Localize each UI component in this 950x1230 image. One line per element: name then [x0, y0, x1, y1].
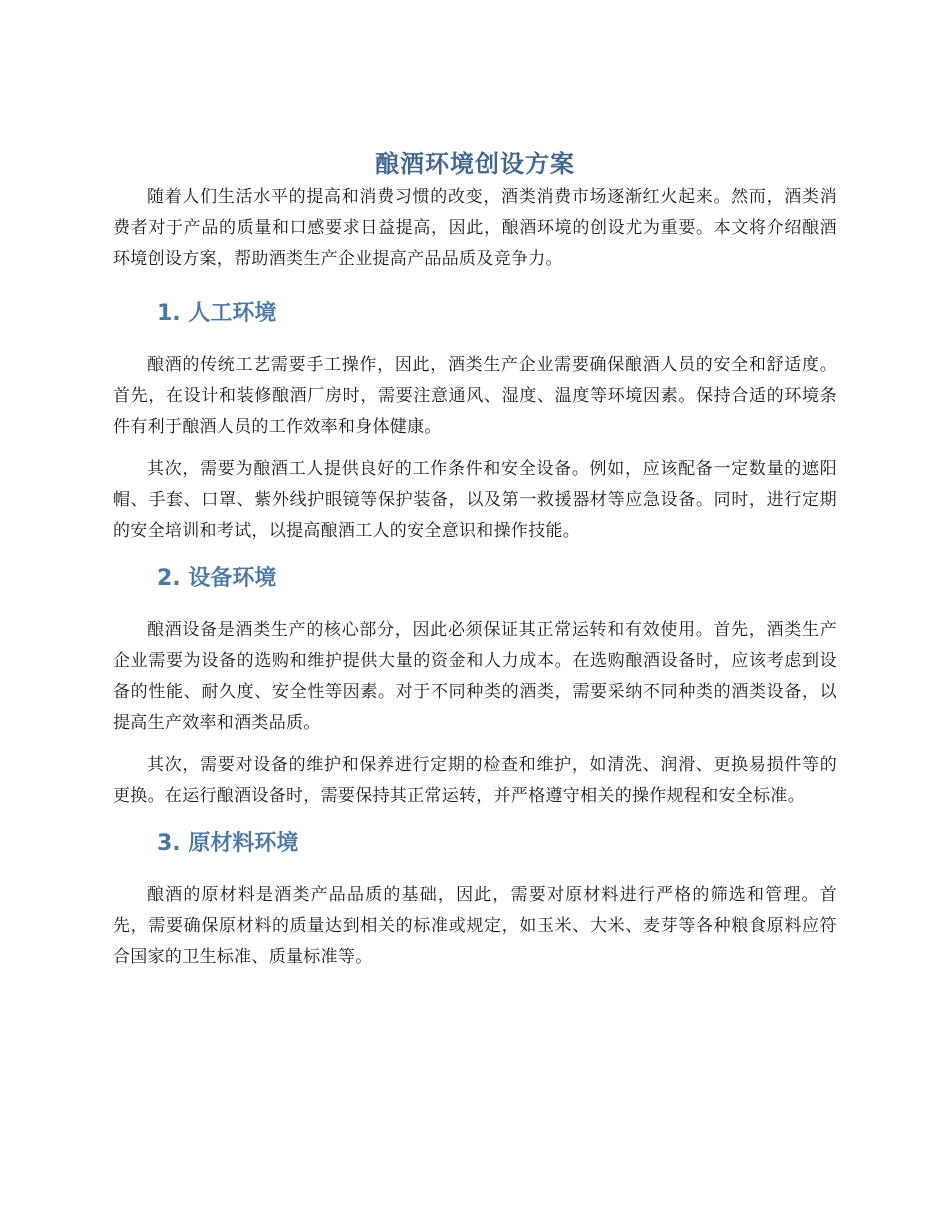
section-2-paragraph-2: 其次，需要对设备的维护和保养进行定期的检查和维护，如清洗、润滑、更换易损件等的更换。在运行酿酒设备时，需要保持其正常运转，并严格遵守相关的操作规程和安全标准。: [113, 755, 837, 806]
intro-paragraph: 随着人们生活水平的提高和消费习惯的改变，酒类消费市场逐渐红火起来。然而，酒类消费者对于产品的质量和口感要求日益提高，因此，酿酒环境的创设尤为重要。本文将介绍酿酒环境创设方案，帮助酒类生产企业提高产品品质及竞争力。: [113, 187, 837, 269]
section-heading-2: 2. 设备环境: [157, 566, 277, 591]
section-2-paragraph-1: 酿酒设备是酒类生产的核心部分，因此必须保证其正常运转和有效使用。首先，酒类生产企业需要为设备的选购和维护提供大量的资金和人力成本。在选购酿酒设备时，应该考虑到设备的性能、耐久度、安全性等因素。对于不同种类的酒类，需要采纳不同种类的酒类设备，以提高生产效率和酒类品质。: [113, 620, 837, 733]
section-3-paragraph-1: 酿酒的原材料是酒类产品品质的基础，因此，需要对原材料进行严格的筛选和管理。首先，需要确保原材料的质量达到相关的标准或规定，如玉米、大米、麦芽等各种粮食原料应符合国家的卫生标准、质量标准等。: [113, 885, 837, 967]
section-1-paragraph-2: 其次，需要为酿酒工人提供良好的工作条件和安全设备。例如，应该配备一定数量的遮阳帽、手套、口罩、紫外线护眼镜等保护装备，以及第一救援器材等应急设备。同时，进行定期的安全培训和考试，以提高酿酒工人的安全意识和操作技能。: [113, 459, 837, 541]
section-heading-3: 3. 原材料环境: [157, 831, 299, 856]
section-1-paragraph-1: 酿酒的传统工艺需要手工操作，因此，酒类生产企业需要确保酿酒人员的安全和舒适度。首先，在设计和装修酿酒厂房时，需要注意通风、湿度、温度等环境因素。保持合适的环境条件有利于酿酒人员的工作效率和身体健康。: [113, 355, 837, 437]
section-heading-1: 1. 人工环境: [157, 301, 277, 326]
page-title: 酿酒环境创设方案: [375, 150, 575, 178]
